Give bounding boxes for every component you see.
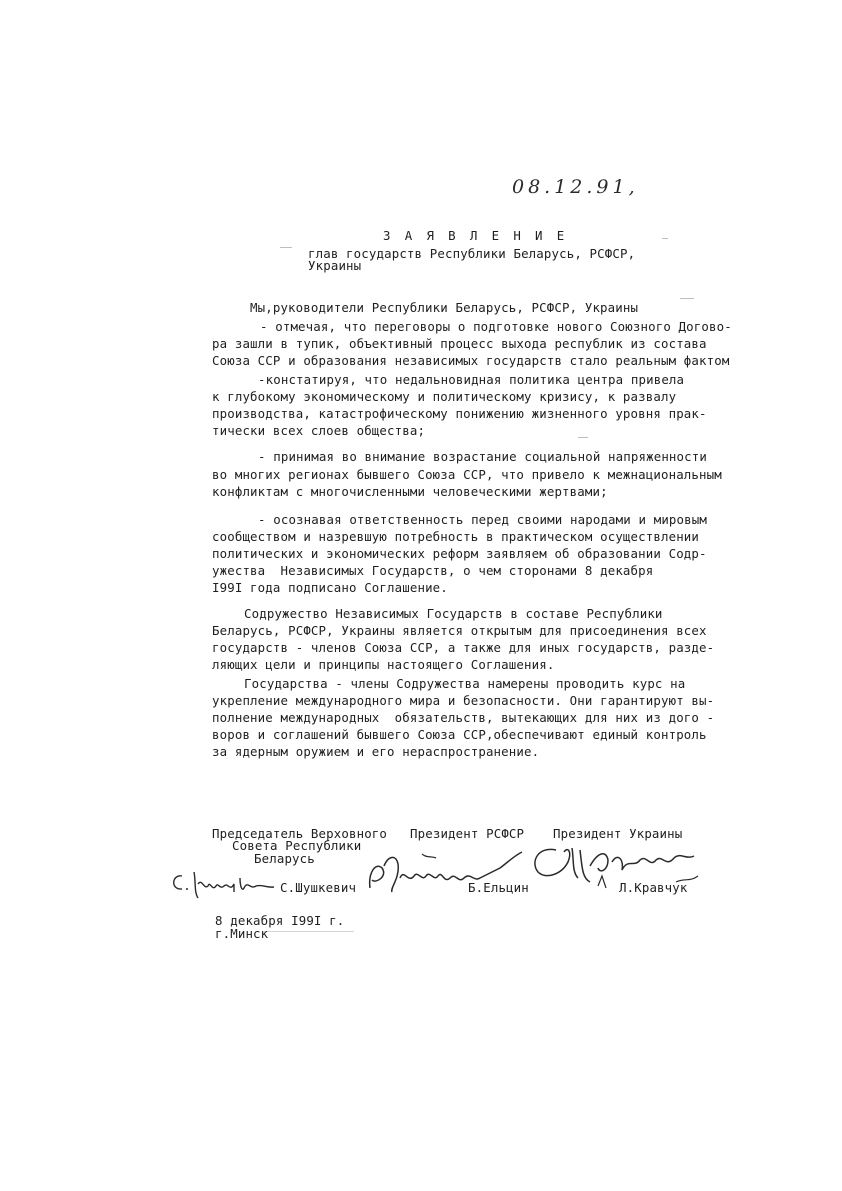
text-line: Беларусь, РСФСР, Украины является открытым для присоединения всех bbox=[212, 623, 707, 638]
text-line: Союза ССР и образования независимых государств стало реальным фактом bbox=[212, 353, 730, 368]
handwritten-date: 08.12.91, bbox=[512, 176, 639, 198]
text-line: Мы,руководители Республики Беларусь, РСФСР, Украины bbox=[250, 300, 639, 315]
text-line: I99I года подписано Соглашение. bbox=[212, 580, 448, 595]
scan-speck bbox=[680, 298, 694, 299]
signatory-title-belarus: Председатель Верховного bbox=[212, 826, 388, 841]
signatory-name-russia: Б.Ельцин bbox=[468, 880, 529, 895]
signatory-name-ukraine: Л.Кравчук bbox=[619, 880, 688, 895]
signatory-title-belarus: Совета Республики bbox=[232, 838, 362, 853]
signatory-title-ukraine: Президент Украины bbox=[553, 826, 683, 841]
scan-speck bbox=[662, 238, 668, 239]
text-line: ляющих цели и принципы настоящего Соглашения. bbox=[212, 657, 555, 672]
text-line: тически всех слоев общества; bbox=[212, 423, 426, 438]
text-line: - осознавая ответственность перед своими народами и мировым bbox=[258, 512, 707, 527]
text-line: за ядерным оружием и его нераспространение. bbox=[212, 744, 540, 759]
signature-shushkevich bbox=[168, 862, 280, 902]
text-line: -констатируя, что недальновидная политика центра привела bbox=[258, 372, 685, 387]
text-line: полнение международных обязательств, вытекающих для них из дого - bbox=[212, 710, 715, 725]
text-line: Государства - члены Содружества намерены проводить курс на bbox=[244, 676, 686, 691]
text-line: укрепление международного мира и безопасности. Они гарантируют вы- bbox=[212, 693, 715, 708]
text-line: производства, катастрофическому понижению жизненного уровня прак- bbox=[212, 406, 707, 421]
signatory-title-russia: Президент РСФСР bbox=[410, 826, 525, 841]
text-line: государств - членов Союза ССР, а также для иных государств, разде- bbox=[212, 640, 715, 655]
footer-date: 8 декабря I99I г. bbox=[215, 913, 345, 928]
text-line: воров и соглашений бывшего Союза ССР,обеспечивают единый контроль bbox=[212, 727, 707, 742]
text-line: Содружество Независимых Государств в составе Республики bbox=[244, 606, 663, 621]
text-line: ужества Независимых Государств, о чем сторонами 8 декабря bbox=[212, 563, 654, 578]
scan-speck bbox=[578, 437, 588, 438]
text-line: к глубокому экономическому и политическому кризису, к развалу bbox=[212, 389, 677, 404]
signatory-name-belarus: С.Шушкевич bbox=[280, 880, 357, 895]
text-line: ра зашли в тупик, объективный процесс выхода республик из состава bbox=[212, 336, 707, 351]
document-subtitle: глав государств Республики Беларусь, РСФСР, bbox=[308, 246, 636, 261]
footer-place: г.Минск bbox=[215, 926, 269, 941]
text-line: - принимая во внимание возрастание социальной напряженности bbox=[258, 449, 707, 464]
text-line: сообществом и назревшую потребность в практическом осуществлении bbox=[212, 529, 700, 544]
signatory-title-belarus: Беларусь bbox=[254, 851, 315, 866]
text-line: конфликтам с многочисленными человеческими жертвами; bbox=[212, 484, 608, 499]
scan-speck bbox=[264, 931, 354, 932]
text-line: - отмечая, что переговоры о подготовке нового Союзного Догово- bbox=[260, 319, 732, 334]
signature-yeltsin bbox=[362, 848, 528, 906]
text-line: политических и экономических реформ заявляем об образовании Содр- bbox=[212, 546, 707, 561]
document-subtitle: Украины bbox=[308, 258, 362, 273]
scan-speck bbox=[280, 247, 292, 248]
text-line: во многих регионах бывшего Союза ССР, что привело к межнациональным bbox=[212, 467, 722, 482]
document-title: З А Я В Л Е Н И Е bbox=[383, 228, 568, 243]
